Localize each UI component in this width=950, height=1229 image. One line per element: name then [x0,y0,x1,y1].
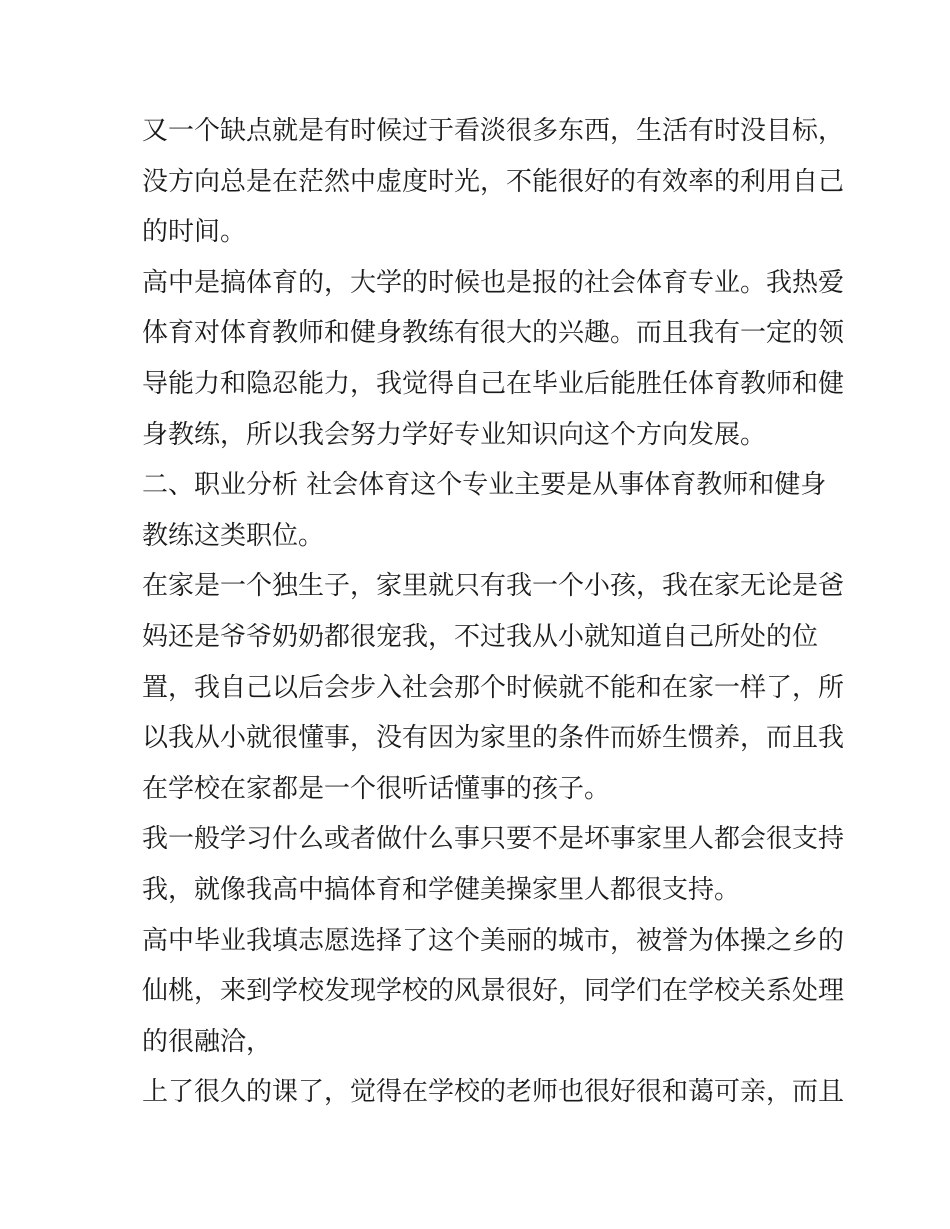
text-line: 我，就像我高中搞体育和学健美操家里人都很支持。 [142,874,741,905]
text-line: 置，我自己以后会步入社会那个时候就不能和在家一样了，所 [142,672,845,703]
text-line: 我一般学习什么或者做什么事只要不是坏事家里人都会很支持 [142,824,845,855]
document-body [142,106,845,1118]
text-line: 体育对体育教师和健身教练有很大的兴趣。而且我有一定的领 [142,318,845,349]
text-line: 教练这类职位。 [142,520,325,551]
text-line: 妈还是爷爷奶奶都很宠我，不过我从小就知道自己所处的位 [142,621,819,652]
text-line: 高中是搞体育的，大学的时候也是报的社会体育专业。我热爱 [142,267,845,298]
text-line: 的时间。 [142,217,247,248]
text-line: 以我从小就很懂事，没有因为家里的条件而娇生惯养，而且我 [142,723,845,754]
text-line: 上了很久的课了，觉得在学校的老师也很好很和蔼可亲，而且 [142,1077,845,1108]
text-line: 导能力和隐忍能力，我觉得自己在毕业后能胜任体育教师和健 [142,368,845,399]
text-line: 高中毕业我填志愿选择了这个美丽的城市，被誉为体操之乡的 [142,925,845,956]
text-line: 又一个缺点就是有时候过于看淡很多东西，生活有时没目标， [142,116,845,146]
text-line: 身教练，所以我会努力学好专业知识向这个方向发展。 [142,419,767,450]
text-line: 在学校在家都是一个很听话懂事的孩子。 [142,773,611,804]
text-line: 在家是一个独生子，家里就只有我一个小孩，我在家无论是爸 [142,571,845,602]
text-line: 的很融洽， [142,1026,273,1057]
text-line: 仙桃，来到学校发现学校的风景很好，同学们在学校关系处理 [142,976,845,1007]
text-line: 没方向总是在茫然中虚度时光，不能很好的有效率的利用自己 [142,166,845,197]
text-line: 二、职业分析 社会体育这个专业主要是从事体育教师和健身 [142,470,827,501]
